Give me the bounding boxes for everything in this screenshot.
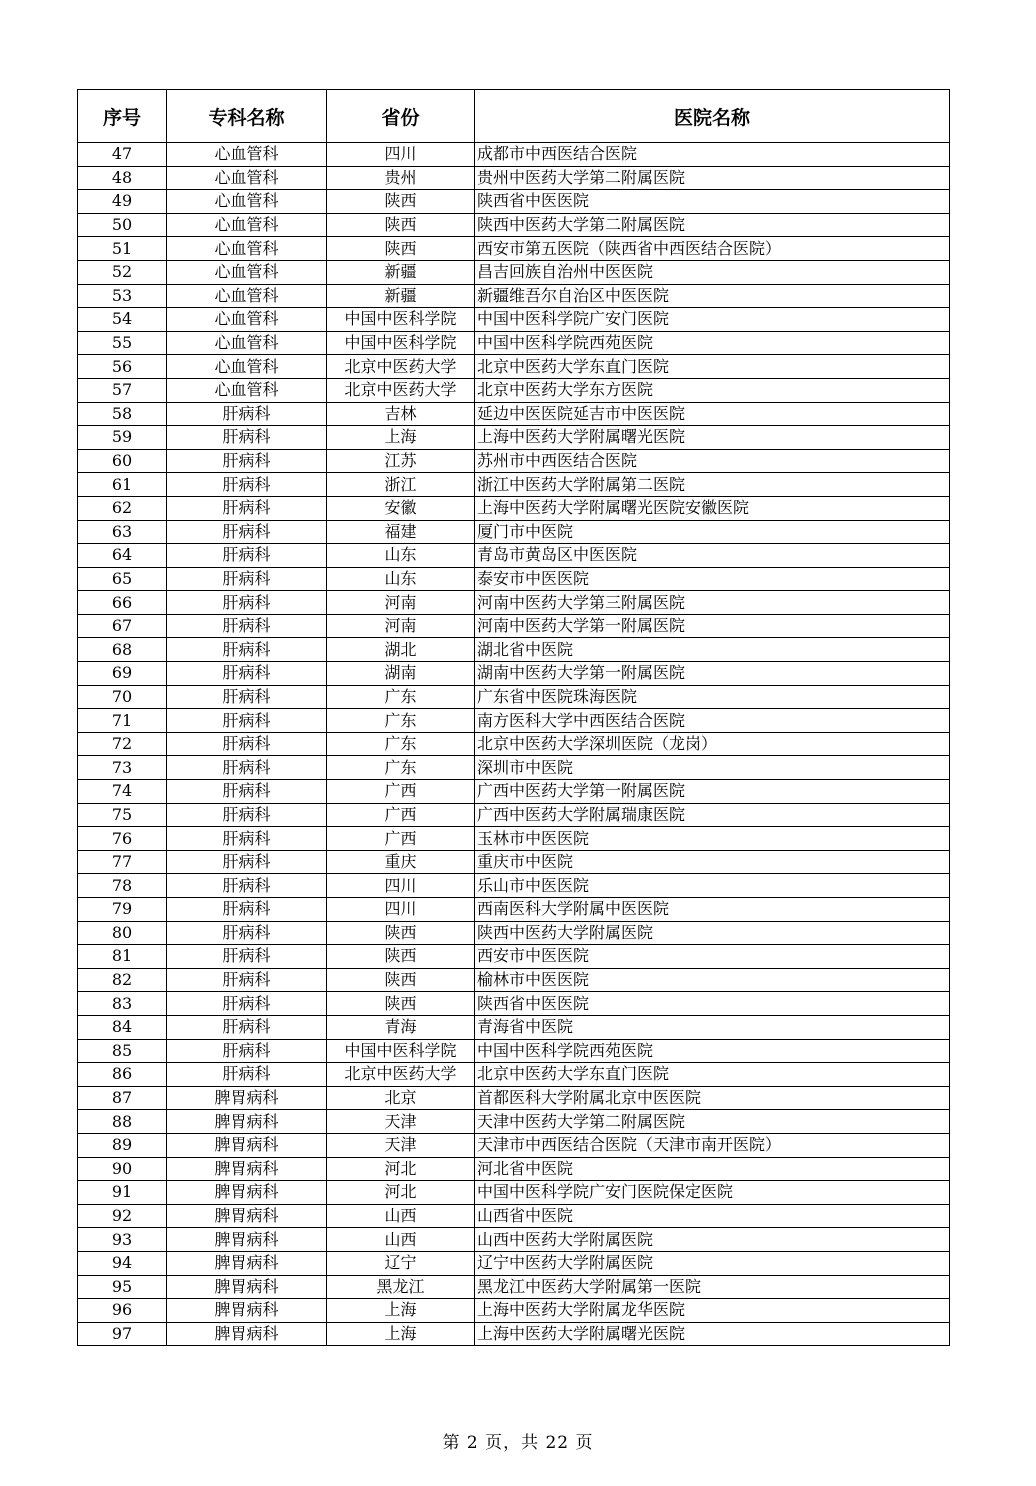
cell-specialty: 肝病科 xyxy=(167,709,327,733)
cell-specialty: 脾胃病科 xyxy=(167,1275,327,1299)
cell-hospital: 陕西中医药大学第二附属医院 xyxy=(475,213,950,237)
cell-specialty: 肝病科 xyxy=(167,874,327,898)
table-row xyxy=(78,1039,950,1063)
table-row xyxy=(78,284,950,308)
table-row xyxy=(78,308,950,332)
cell-serial: 69 xyxy=(78,662,167,686)
cell-hospital: 黑龙江中医药大学附属第一医院 xyxy=(475,1275,950,1299)
cell-province: 广西 xyxy=(327,827,475,851)
cell-serial: 62 xyxy=(78,496,167,520)
cell-serial: 67 xyxy=(78,614,167,638)
cell-serial: 85 xyxy=(78,1039,167,1063)
cell-hospital: 湖北省中医院 xyxy=(475,638,950,662)
table-row xyxy=(78,378,950,402)
cell-specialty: 脾胃病科 xyxy=(167,1086,327,1110)
cell-hospital: 河北省中医院 xyxy=(475,1157,950,1181)
cell-hospital: 陕西中医药大学附属医院 xyxy=(475,921,950,945)
cell-hospital: 天津中医药大学第二附属医院 xyxy=(475,1110,950,1134)
cell-specialty: 肝病科 xyxy=(167,520,327,544)
table-row xyxy=(78,166,950,190)
cell-province: 陕西 xyxy=(327,190,475,214)
cell-hospital: 南方医科大学中西医结合医院 xyxy=(475,709,950,733)
table-row xyxy=(78,1299,950,1323)
table-row xyxy=(78,213,950,237)
table-row xyxy=(78,1086,950,1110)
cell-serial: 95 xyxy=(78,1275,167,1299)
table-row xyxy=(78,355,950,379)
cell-province: 山西 xyxy=(327,1228,475,1252)
cell-hospital: 昌吉回族自治州中医医院 xyxy=(475,260,950,284)
cell-specialty: 肝病科 xyxy=(167,591,327,615)
cell-specialty: 脾胃病科 xyxy=(167,1299,327,1323)
cell-serial: 68 xyxy=(78,638,167,662)
cell-specialty: 肝病科 xyxy=(167,898,327,922)
table-row xyxy=(78,496,950,520)
table-row xyxy=(78,402,950,426)
table-row xyxy=(78,1015,950,1039)
cell-serial: 56 xyxy=(78,355,167,379)
cell-specialty: 脾胃病科 xyxy=(167,1204,327,1228)
cell-province: 山东 xyxy=(327,567,475,591)
cell-province: 安徽 xyxy=(327,496,475,520)
cell-province: 新疆 xyxy=(327,260,475,284)
cell-province: 陕西 xyxy=(327,237,475,261)
cell-specialty: 肝病科 xyxy=(167,402,327,426)
cell-province: 辽宁 xyxy=(327,1251,475,1275)
cell-specialty: 脾胃病科 xyxy=(167,1157,327,1181)
cell-serial: 50 xyxy=(78,213,167,237)
cell-province: 上海 xyxy=(327,426,475,450)
table-row xyxy=(78,190,950,214)
cell-serial: 76 xyxy=(78,827,167,851)
cell-hospital: 陕西省中医医院 xyxy=(475,190,950,214)
cell-hospital: 西安市第五医院（陕西省中西医结合医院） xyxy=(475,237,950,261)
cell-serial: 93 xyxy=(78,1228,167,1252)
cell-specialty: 肝病科 xyxy=(167,921,327,945)
cell-serial: 66 xyxy=(78,591,167,615)
table-row xyxy=(78,544,950,568)
table-row xyxy=(78,449,950,473)
cell-serial: 73 xyxy=(78,756,167,780)
table-row xyxy=(78,1133,950,1157)
cell-hospital: 成都市中西医结合医院 xyxy=(475,143,950,167)
cell-hospital: 中国中医科学院西苑医院 xyxy=(475,331,950,355)
table-row xyxy=(78,827,950,851)
cell-province: 新疆 xyxy=(327,284,475,308)
cell-hospital: 厦门市中医院 xyxy=(475,520,950,544)
table-row xyxy=(78,662,950,686)
cell-province: 广西 xyxy=(327,803,475,827)
cell-province: 上海 xyxy=(327,1322,475,1346)
cell-specialty: 心血管科 xyxy=(167,331,327,355)
cell-serial: 94 xyxy=(78,1251,167,1275)
cell-specialty: 肝病科 xyxy=(167,1039,327,1063)
cell-hospital: 深圳市中医院 xyxy=(475,756,950,780)
cell-serial: 47 xyxy=(78,143,167,167)
cell-serial: 53 xyxy=(78,284,167,308)
cell-hospital: 延边中医医院延吉市中医医院 xyxy=(475,402,950,426)
table-row xyxy=(78,803,950,827)
cell-specialty: 心血管科 xyxy=(167,260,327,284)
cell-serial: 81 xyxy=(78,945,167,969)
cell-hospital: 重庆市中医院 xyxy=(475,850,950,874)
cell-serial: 51 xyxy=(78,237,167,261)
cell-province: 福建 xyxy=(327,520,475,544)
table-row xyxy=(78,992,950,1016)
cell-specialty: 肝病科 xyxy=(167,1015,327,1039)
cell-province: 四川 xyxy=(327,143,475,167)
cell-hospital: 苏州市中西医结合医院 xyxy=(475,449,950,473)
table-row xyxy=(78,1204,950,1228)
cell-specialty: 心血管科 xyxy=(167,190,327,214)
table-header-row xyxy=(78,90,950,143)
table-row xyxy=(78,591,950,615)
table-row xyxy=(78,143,950,167)
cell-hospital: 玉林市中医医院 xyxy=(475,827,950,851)
cell-serial: 48 xyxy=(78,166,167,190)
cell-serial: 80 xyxy=(78,921,167,945)
cell-serial: 96 xyxy=(78,1299,167,1323)
cell-province: 陕西 xyxy=(327,968,475,992)
table-row xyxy=(78,567,950,591)
cell-province: 河北 xyxy=(327,1181,475,1205)
cell-hospital: 中国中医科学院广安门医院 xyxy=(475,308,950,332)
cell-specialty: 肝病科 xyxy=(167,449,327,473)
cell-serial: 83 xyxy=(78,992,167,1016)
cell-specialty: 脾胃病科 xyxy=(167,1181,327,1205)
cell-hospital: 湖南中医药大学第一附属医院 xyxy=(475,662,950,686)
cell-province: 青海 xyxy=(327,1015,475,1039)
cell-province: 天津 xyxy=(327,1110,475,1134)
cell-province: 陕西 xyxy=(327,945,475,969)
cell-hospital: 山西中医药大学附属医院 xyxy=(475,1228,950,1252)
table-row xyxy=(78,1063,950,1087)
cell-province: 陕西 xyxy=(327,992,475,1016)
cell-hospital: 中国中医科学院西苑医院 xyxy=(475,1039,950,1063)
table-row xyxy=(78,237,950,261)
cell-specialty: 心血管科 xyxy=(167,166,327,190)
cell-specialty: 肝病科 xyxy=(167,544,327,568)
table-row xyxy=(78,685,950,709)
table-body xyxy=(78,143,950,1346)
cell-serial: 60 xyxy=(78,449,167,473)
cell-specialty: 肝病科 xyxy=(167,968,327,992)
table-row xyxy=(78,331,950,355)
table-row xyxy=(78,968,950,992)
cell-hospital: 辽宁中医药大学附属医院 xyxy=(475,1251,950,1275)
cell-specialty: 肝病科 xyxy=(167,662,327,686)
cell-serial: 64 xyxy=(78,544,167,568)
cell-serial: 59 xyxy=(78,426,167,450)
cell-specialty: 肝病科 xyxy=(167,614,327,638)
cell-hospital: 陕西省中医医院 xyxy=(475,992,950,1016)
cell-province: 江苏 xyxy=(327,449,475,473)
cell-serial: 49 xyxy=(78,190,167,214)
header-serial: 序号 xyxy=(78,90,167,143)
table-row xyxy=(78,756,950,780)
cell-hospital: 榆林市中医医院 xyxy=(475,968,950,992)
cell-province: 天津 xyxy=(327,1133,475,1157)
cell-serial: 61 xyxy=(78,473,167,497)
table-row xyxy=(78,1322,950,1346)
cell-hospital: 上海中医药大学附属曙光医院 xyxy=(475,426,950,450)
cell-province: 中国中医科学院 xyxy=(327,331,475,355)
cell-specialty: 心血管科 xyxy=(167,355,327,379)
cell-specialty: 心血管科 xyxy=(167,284,327,308)
cell-serial: 63 xyxy=(78,520,167,544)
cell-province: 广西 xyxy=(327,780,475,804)
table-row xyxy=(78,1157,950,1181)
cell-serial: 75 xyxy=(78,803,167,827)
cell-hospital: 西安市中医医院 xyxy=(475,945,950,969)
cell-serial: 87 xyxy=(78,1086,167,1110)
table-row xyxy=(78,945,950,969)
cell-province: 四川 xyxy=(327,874,475,898)
cell-hospital: 北京中医药大学东直门医院 xyxy=(475,355,950,379)
cell-province: 北京中医药大学 xyxy=(327,355,475,379)
cell-specialty: 肝病科 xyxy=(167,756,327,780)
table-row xyxy=(78,1181,950,1205)
header-hospital: 医院名称 xyxy=(475,90,950,143)
table-row xyxy=(78,1275,950,1299)
cell-specialty: 脾胃病科 xyxy=(167,1228,327,1252)
cell-hospital: 浙江中医药大学附属第二医院 xyxy=(475,473,950,497)
cell-province: 北京 xyxy=(327,1086,475,1110)
cell-serial: 70 xyxy=(78,685,167,709)
cell-province: 山东 xyxy=(327,544,475,568)
cell-hospital: 贵州中医药大学第二附属医院 xyxy=(475,166,950,190)
cell-specialty: 肝病科 xyxy=(167,850,327,874)
cell-serial: 72 xyxy=(78,732,167,756)
cell-province: 河南 xyxy=(327,614,475,638)
table-row xyxy=(78,874,950,898)
cell-province: 陕西 xyxy=(327,213,475,237)
cell-hospital: 北京中医药大学东直门医院 xyxy=(475,1063,950,1087)
cell-province: 北京中医药大学 xyxy=(327,1063,475,1087)
cell-specialty: 肝病科 xyxy=(167,827,327,851)
cell-serial: 58 xyxy=(78,402,167,426)
cell-specialty: 心血管科 xyxy=(167,213,327,237)
cell-specialty: 肝病科 xyxy=(167,992,327,1016)
cell-serial: 78 xyxy=(78,874,167,898)
cell-province: 广东 xyxy=(327,685,475,709)
cell-serial: 55 xyxy=(78,331,167,355)
table-row xyxy=(78,426,950,450)
table-row xyxy=(78,780,950,804)
cell-serial: 54 xyxy=(78,308,167,332)
cell-specialty: 心血管科 xyxy=(167,237,327,261)
cell-hospital: 青岛市黄岛区中医医院 xyxy=(475,544,950,568)
cell-province: 贵州 xyxy=(327,166,475,190)
table-row xyxy=(78,1251,950,1275)
cell-hospital: 广西中医药大学第一附属医院 xyxy=(475,780,950,804)
cell-province: 广东 xyxy=(327,732,475,756)
cell-province: 山西 xyxy=(327,1204,475,1228)
cell-province: 上海 xyxy=(327,1299,475,1323)
table-row xyxy=(78,732,950,756)
cell-hospital: 广东省中医院珠海医院 xyxy=(475,685,950,709)
cell-province: 广东 xyxy=(327,709,475,733)
cell-province: 吉林 xyxy=(327,402,475,426)
table-row xyxy=(78,921,950,945)
cell-specialty: 肝病科 xyxy=(167,945,327,969)
cell-hospital: 乐山市中医医院 xyxy=(475,874,950,898)
table-row xyxy=(78,709,950,733)
cell-hospital: 天津市中西医结合医院（天津市南开医院） xyxy=(475,1133,950,1157)
cell-province: 重庆 xyxy=(327,850,475,874)
cell-serial: 57 xyxy=(78,378,167,402)
cell-specialty: 肝病科 xyxy=(167,1063,327,1087)
cell-hospital: 河南中医药大学第三附属医院 xyxy=(475,591,950,615)
cell-hospital: 上海中医药大学附属曙光医院 xyxy=(475,1322,950,1346)
cell-specialty: 肝病科 xyxy=(167,685,327,709)
cell-province: 四川 xyxy=(327,898,475,922)
cell-specialty: 肝病科 xyxy=(167,426,327,450)
cell-serial: 65 xyxy=(78,567,167,591)
cell-specialty: 肝病科 xyxy=(167,473,327,497)
table-row xyxy=(78,614,950,638)
cell-province: 浙江 xyxy=(327,473,475,497)
cell-province: 河北 xyxy=(327,1157,475,1181)
cell-specialty: 肝病科 xyxy=(167,780,327,804)
cell-hospital: 广西中医药大学附属瑞康医院 xyxy=(475,803,950,827)
hospital-table xyxy=(77,89,950,1346)
cell-serial: 89 xyxy=(78,1133,167,1157)
cell-serial: 90 xyxy=(78,1157,167,1181)
cell-hospital: 河南中医药大学第一附属医院 xyxy=(475,614,950,638)
cell-specialty: 心血管科 xyxy=(167,378,327,402)
cell-specialty: 肝病科 xyxy=(167,803,327,827)
cell-province: 黑龙江 xyxy=(327,1275,475,1299)
cell-serial: 71 xyxy=(78,709,167,733)
table-row xyxy=(78,1228,950,1252)
cell-province: 湖南 xyxy=(327,662,475,686)
cell-serial: 91 xyxy=(78,1181,167,1205)
cell-hospital: 中国中医科学院广安门医院保定医院 xyxy=(475,1181,950,1205)
cell-hospital: 新疆维吾尔自治区中医医院 xyxy=(475,284,950,308)
cell-serial: 82 xyxy=(78,968,167,992)
table-row xyxy=(78,260,950,284)
cell-hospital: 北京中医药大学深圳医院（龙岗） xyxy=(475,732,950,756)
cell-serial: 52 xyxy=(78,260,167,284)
header-province: 省份 xyxy=(327,90,475,143)
cell-province: 湖北 xyxy=(327,638,475,662)
cell-hospital: 首都医科大学附属北京中医医院 xyxy=(475,1086,950,1110)
cell-serial: 92 xyxy=(78,1204,167,1228)
cell-serial: 77 xyxy=(78,850,167,874)
cell-hospital: 西南医科大学附属中医医院 xyxy=(475,898,950,922)
cell-serial: 86 xyxy=(78,1063,167,1087)
table-row xyxy=(78,850,950,874)
cell-province: 广东 xyxy=(327,756,475,780)
cell-specialty: 肝病科 xyxy=(167,732,327,756)
cell-province: 中国中医科学院 xyxy=(327,308,475,332)
cell-specialty: 脾胃病科 xyxy=(167,1110,327,1134)
cell-specialty: 脾胃病科 xyxy=(167,1251,327,1275)
cell-specialty: 肝病科 xyxy=(167,496,327,520)
header-specialty: 专科名称 xyxy=(167,90,327,143)
cell-specialty: 心血管科 xyxy=(167,308,327,332)
table-row xyxy=(78,1110,950,1134)
page-number: 第 2 页，共 22 页 xyxy=(442,1433,594,1453)
cell-specialty: 肝病科 xyxy=(167,567,327,591)
table-row xyxy=(78,520,950,544)
table-row xyxy=(78,638,950,662)
cell-specialty: 肝病科 xyxy=(167,638,327,662)
cell-hospital: 上海中医药大学附属曙光医院安徽医院 xyxy=(475,496,950,520)
table-row xyxy=(78,473,950,497)
cell-serial: 79 xyxy=(78,898,167,922)
cell-specialty: 脾胃病科 xyxy=(167,1133,327,1157)
cell-hospital: 泰安市中医医院 xyxy=(475,567,950,591)
cell-serial: 97 xyxy=(78,1322,167,1346)
cell-province: 中国中医科学院 xyxy=(327,1039,475,1063)
cell-specialty: 脾胃病科 xyxy=(167,1322,327,1346)
cell-serial: 84 xyxy=(78,1015,167,1039)
cell-hospital: 山西省中医院 xyxy=(475,1204,950,1228)
cell-serial: 88 xyxy=(78,1110,167,1134)
cell-hospital: 上海中医药大学附属龙华医院 xyxy=(475,1299,950,1323)
table-row xyxy=(78,898,950,922)
cell-hospital: 北京中医药大学东方医院 xyxy=(475,378,950,402)
cell-province: 陕西 xyxy=(327,921,475,945)
cell-specialty: 心血管科 xyxy=(167,143,327,167)
cell-hospital: 青海省中医院 xyxy=(475,1015,950,1039)
cell-serial: 74 xyxy=(78,780,167,804)
cell-province: 河南 xyxy=(327,591,475,615)
cell-province: 北京中医药大学 xyxy=(327,378,475,402)
